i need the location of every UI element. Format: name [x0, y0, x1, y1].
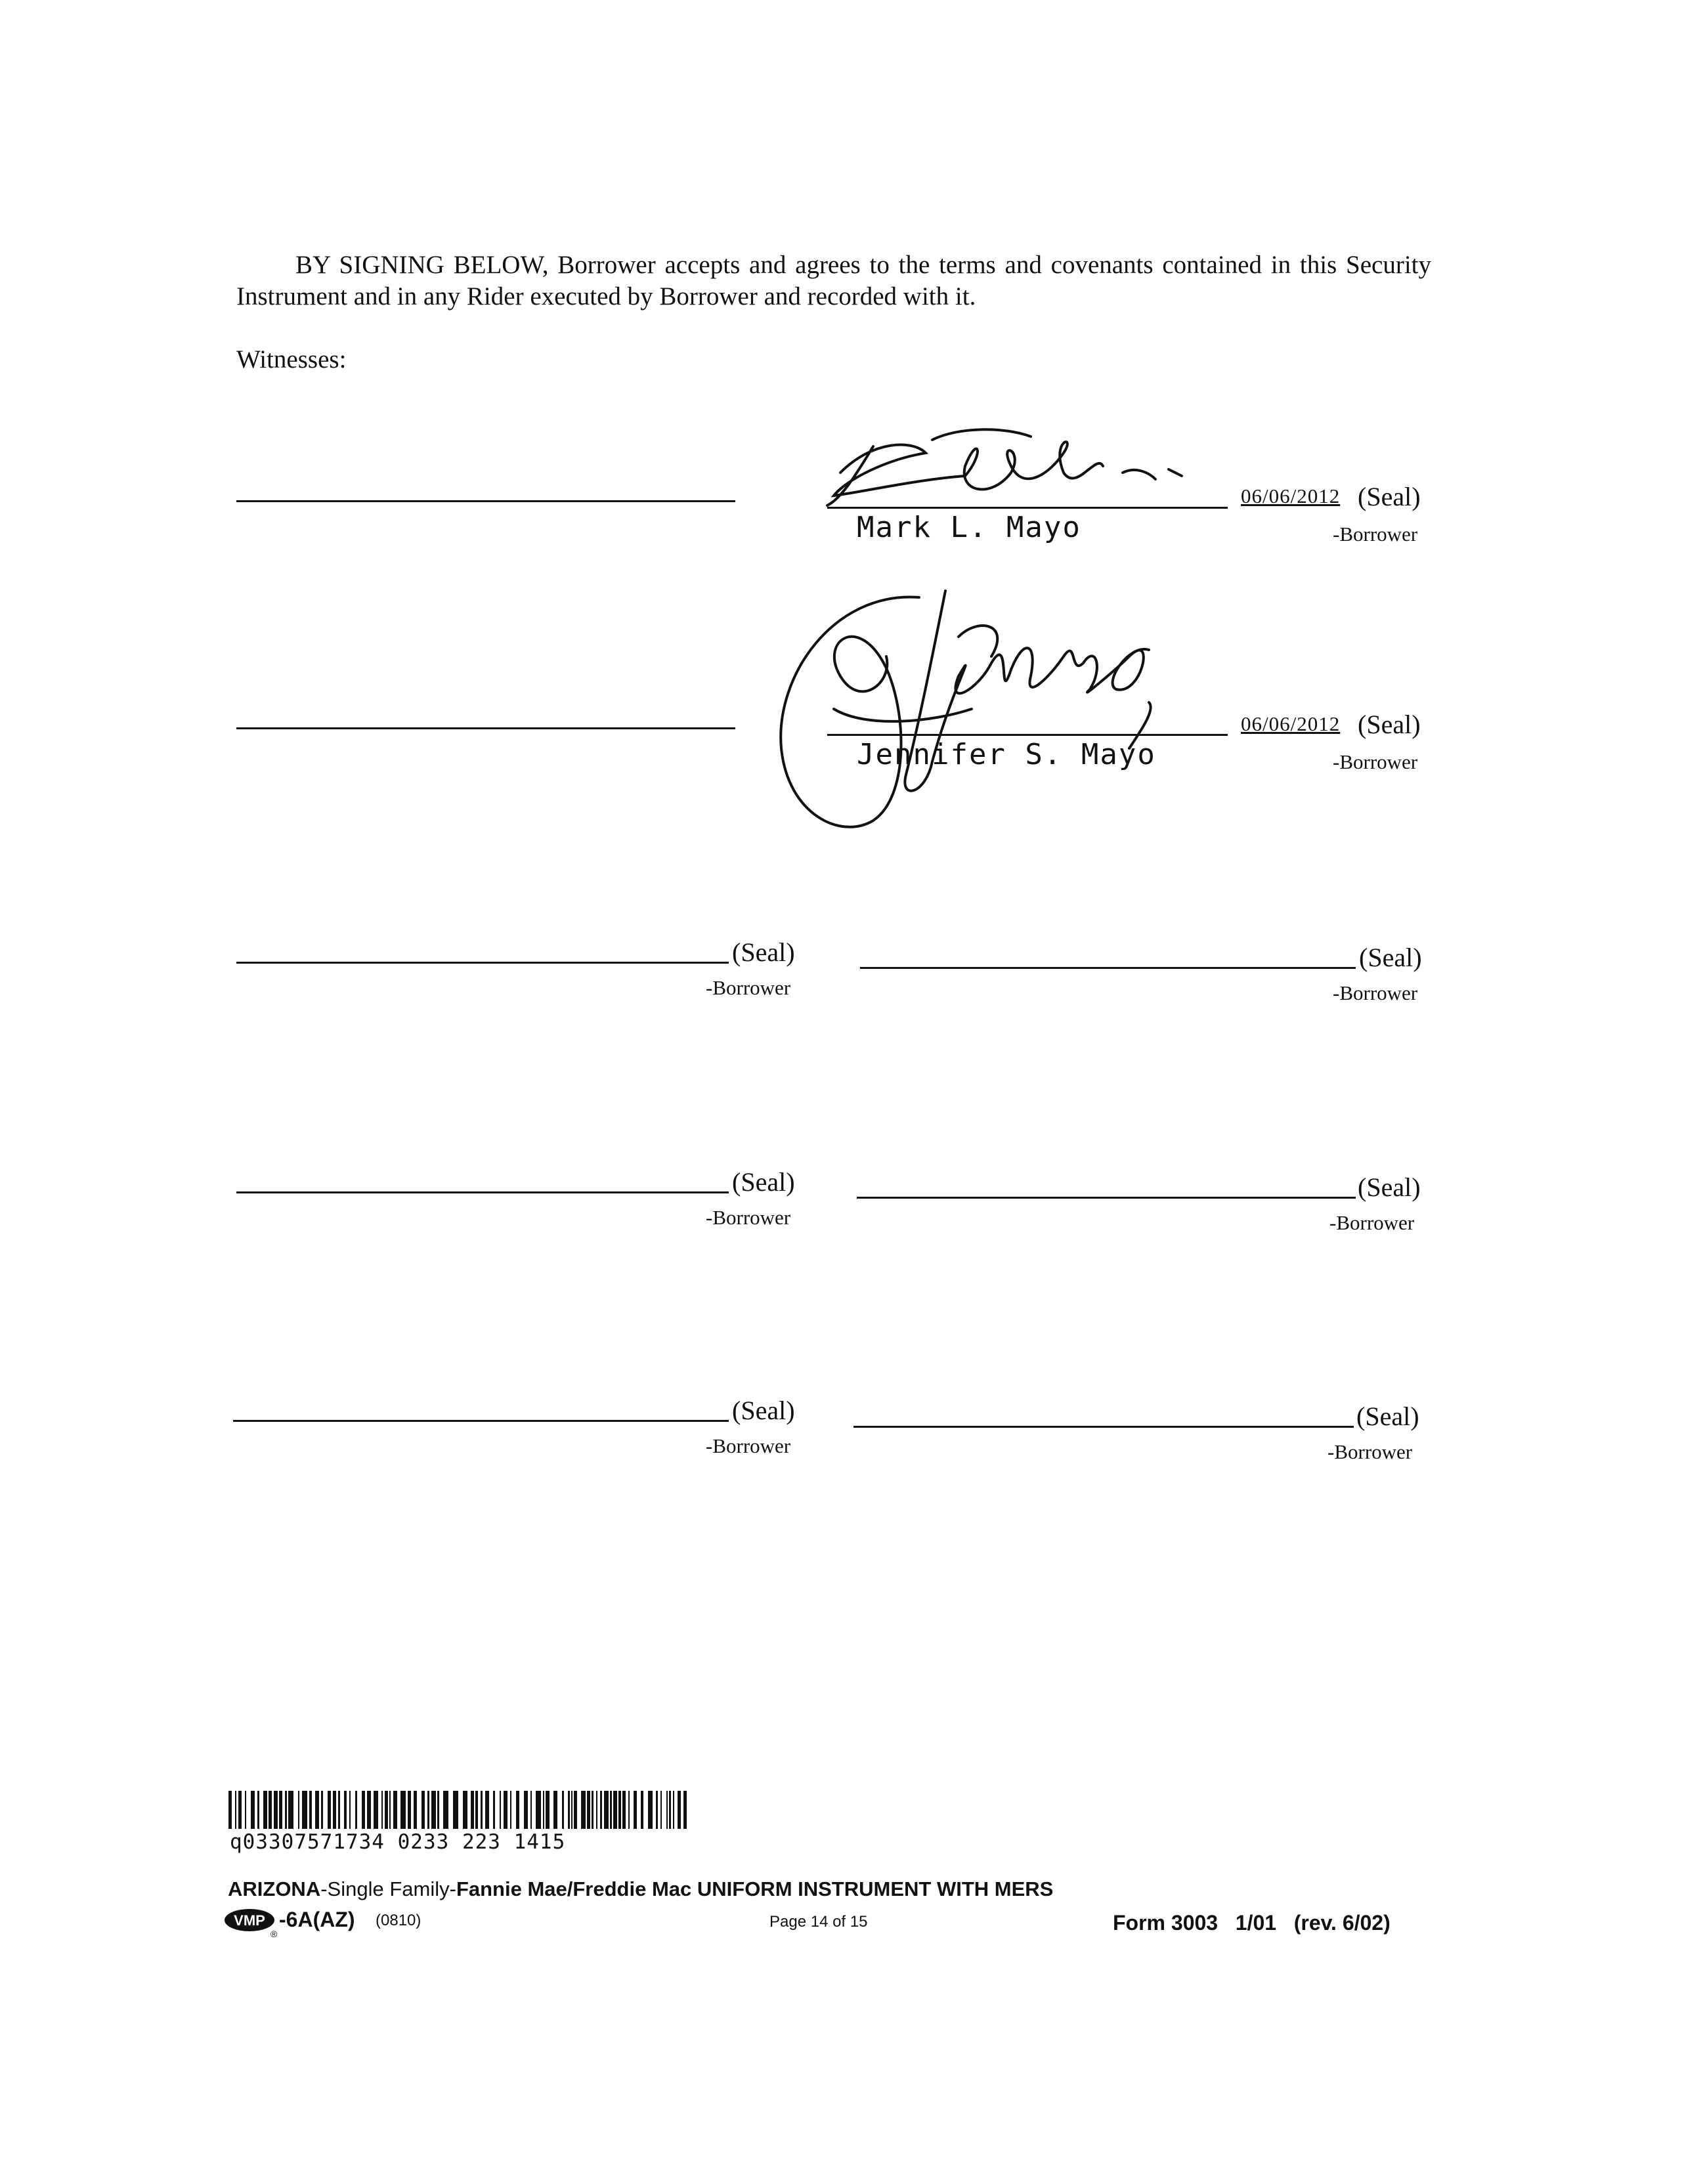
barcode-bar	[381, 1791, 383, 1829]
barcode-bar	[543, 1791, 544, 1829]
barcode-bar	[673, 1791, 674, 1829]
page-number: Page 14 of 15	[769, 1913, 868, 1931]
form-code: -6A(AZ)	[279, 1908, 355, 1931]
barcode-bar	[263, 1791, 267, 1829]
signature-jennifer-mayo	[762, 578, 1234, 840]
barcode-bar	[421, 1791, 425, 1829]
barcode-bar	[600, 1791, 602, 1829]
seal-label: (Seal)	[732, 1396, 795, 1425]
barcode-bar	[463, 1791, 467, 1829]
barcode-bar	[596, 1791, 597, 1829]
barcode-bar	[493, 1791, 495, 1829]
signature-line-mark[interactable]	[827, 507, 1228, 509]
barcode-bar	[481, 1791, 483, 1829]
footer-title-bold: Fannie Mae/Freddie Mac UNIFORM INSTRUMENT WITH MERS	[456, 1877, 1054, 1900]
vmp-logo	[223, 1907, 278, 1938]
barcode-bar	[274, 1791, 278, 1829]
form-number: Form 3003 1/01 (rev. 6/02)	[1113, 1911, 1391, 1935]
blank-signature-line[interactable]	[857, 1197, 1356, 1199]
barcode-bar	[592, 1791, 594, 1829]
barcode-bar	[660, 1791, 662, 1829]
document-barcode	[228, 1791, 695, 1829]
signature-date-mark: 06/06/2012	[1241, 484, 1341, 507]
barcode-bar	[500, 1791, 501, 1829]
borrower-role-label: -Borrower	[1333, 981, 1418, 1004]
blank-signature-line[interactable]	[860, 967, 1356, 969]
barcode-bar	[683, 1791, 687, 1829]
signature-line-jennifer[interactable]	[827, 734, 1228, 736]
barcode-bar	[431, 1791, 436, 1829]
barcode-bar	[279, 1791, 282, 1829]
barcode-bar	[641, 1791, 643, 1829]
typed-name-mark: Mark L. Mayo	[857, 511, 1081, 544]
barcode-bar	[648, 1791, 653, 1829]
barcode-bar	[678, 1791, 681, 1829]
blank-signature-line[interactable]	[233, 1420, 729, 1422]
seal-label: (Seal)	[732, 1167, 795, 1197]
barcode-bar	[298, 1791, 299, 1829]
barcode-bar	[228, 1791, 232, 1829]
seal-label: (Seal)	[1358, 710, 1421, 739]
svg-text:®: ®	[270, 1929, 278, 1938]
barcode-bar	[393, 1791, 397, 1829]
seal-label: (Seal)	[1359, 943, 1422, 972]
barcode-bar	[251, 1791, 255, 1829]
barcode-bar	[245, 1791, 246, 1829]
intro-lead: BY SIGNING BELOW,	[295, 251, 549, 279]
barcode-bar	[288, 1791, 293, 1829]
barcode-bar	[349, 1791, 351, 1829]
barcode-bar	[530, 1791, 532, 1829]
barcode-bar	[666, 1791, 668, 1829]
form-revision-code: (0810)	[376, 1912, 421, 1929]
barcode-bar	[257, 1791, 259, 1829]
blank-signature-line[interactable]	[236, 962, 729, 964]
witness-line-2[interactable]	[236, 727, 735, 729]
barcode-bar	[618, 1791, 621, 1829]
barcode-bar	[285, 1791, 287, 1829]
blank-signature-line[interactable]	[853, 1426, 1354, 1428]
barcode-text: q03307571734 0233 223 1415	[230, 1830, 566, 1854]
barcode-bar	[568, 1791, 570, 1829]
barcode-bar	[309, 1791, 312, 1829]
barcode-bar	[504, 1791, 507, 1829]
footer-state: ARIZONA	[228, 1877, 321, 1900]
barcode-bar	[546, 1791, 550, 1829]
barcode-bar	[524, 1791, 528, 1829]
barcode-bar	[587, 1791, 590, 1829]
signature-date-jennifer: 06/06/2012	[1241, 712, 1341, 735]
barcode-bar	[622, 1791, 626, 1829]
borrower-role-label: -Borrower	[1328, 1440, 1413, 1463]
barcode-bar	[571, 1791, 572, 1829]
witnesses-label: Witnesses:	[236, 345, 347, 374]
barcode-bar	[437, 1791, 439, 1829]
barcode-bar	[344, 1791, 347, 1829]
barcode-bar	[321, 1791, 323, 1829]
barcode-bar	[553, 1791, 557, 1829]
barcode-bar	[408, 1791, 411, 1829]
footer-title-mid: -Single Family-	[320, 1877, 456, 1900]
barcode-bar	[613, 1791, 617, 1829]
vmp-logo-text: VMP	[234, 1912, 265, 1929]
barcode-bar	[338, 1791, 340, 1829]
barcode-bar	[328, 1791, 331, 1829]
seal-label: (Seal)	[1356, 1402, 1419, 1431]
barcode-bar	[485, 1791, 489, 1829]
barcode-bar	[427, 1791, 429, 1829]
barcode-bar	[238, 1791, 242, 1829]
barcode-bar	[302, 1791, 307, 1829]
barcode-bar	[628, 1791, 630, 1829]
barcode-bar	[453, 1791, 458, 1829]
barcode-bar	[669, 1791, 671, 1829]
seal-label: (Seal)	[1358, 482, 1421, 511]
blank-signature-line[interactable]	[236, 1191, 729, 1193]
barcode-bar	[269, 1791, 272, 1829]
borrower-role-label: -Borrower	[706, 976, 791, 999]
barcode-bar	[389, 1791, 391, 1829]
barcode-bar	[385, 1791, 388, 1829]
barcode-bar	[400, 1791, 406, 1829]
intro-paragraph	[236, 249, 1431, 312]
barcode-bar	[367, 1791, 371, 1829]
barcode-bar	[610, 1791, 612, 1829]
barcode-bar	[315, 1791, 319, 1829]
barcode-bar	[471, 1791, 474, 1829]
barcode-bar	[414, 1791, 417, 1829]
borrower-role-label: -Borrower	[706, 1434, 791, 1457]
barcode-bar	[634, 1791, 637, 1829]
barcode-bar	[443, 1791, 448, 1829]
seal-label: (Seal)	[1358, 1172, 1421, 1202]
barcode-bar	[362, 1791, 365, 1829]
barcode-bar	[536, 1791, 541, 1829]
barcode-bar	[562, 1791, 564, 1829]
barcode-bar	[581, 1791, 586, 1829]
form-footer-title	[228, 1877, 1053, 1901]
borrower-role-label: -Borrower	[1329, 1211, 1415, 1234]
barcode-bar	[333, 1791, 336, 1829]
barcode-bar	[374, 1791, 378, 1829]
barcode-bar	[656, 1791, 658, 1829]
typed-name-jennifer: Jennifer S. Mayo	[857, 738, 1156, 771]
borrower-role-label: -Borrower	[1333, 523, 1418, 546]
barcode-bar	[516, 1791, 519, 1829]
barcode-bar	[574, 1791, 577, 1829]
witness-line-1[interactable]	[236, 500, 735, 502]
barcode-bar	[604, 1791, 609, 1829]
barcode-bar	[235, 1791, 236, 1829]
seal-label: (Seal)	[732, 937, 795, 967]
borrower-role-label: -Borrower	[706, 1206, 791, 1229]
borrower-role-label: -Borrower	[1333, 750, 1418, 773]
barcode-bar	[355, 1791, 357, 1829]
intro-body: Borrower accepts and agrees to the terms and covenants contained in this Security Instrument and in any Rider executed by Borrower and recorded with it.	[236, 251, 1431, 310]
barcode-bar	[475, 1791, 478, 1829]
barcode-bar	[510, 1791, 511, 1829]
